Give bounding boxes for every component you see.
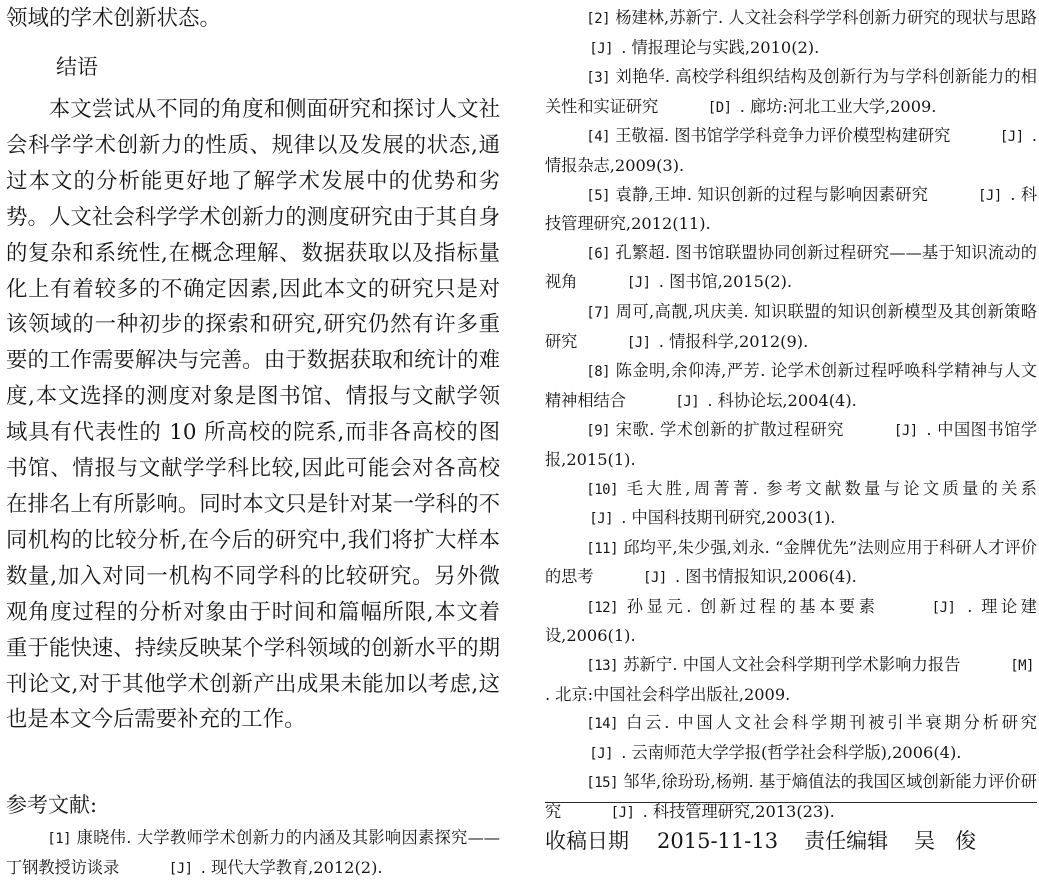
reference-source: . 情报杂志,2009(3).	[545, 126, 1037, 175]
reference-number: [12]	[586, 599, 619, 616]
reference-citation: 孔繁超. 图书馆联盟协同创新过程研究——基于知识流动的视角	[545, 242, 1037, 292]
reference-entry	[545, 63, 1037, 122]
conclusion-heading: 结语	[56, 55, 98, 79]
reference-citation: 邱均平,朱少强,刘永. “金牌优先”法则应用于科研人才评价的思考	[545, 537, 1037, 587]
conclusion-paragraph: 本文尝试从不同的角度和侧面研究和探讨人文社会科学学术创新力的性质、规律以及发展的状态,通过本文的分析能更好地了解学术发展中的优势和劣势。人文社会科学学术创新力的测度研究由于其自身的复杂和系统性,在概念理解、数据获取以及指标量化上有着较多的不确定因素,因此本文的研究只是对该领域的一种初步的探索和研究,研究仍然有许多重要的工作需要解决与完善。由于数据获取和统计的难度,本文选择的测度对象是图书馆、情报与文献学领域具有代表性的 10 所高校的院系,而非各高校的图书馆、情报与文献学学科比较,因此可能会对各高校在排名上有所影响。同时本文只是针对某一学科的不同机构的比较分析,在今后的研究中,我们将扩大样本数量,加入对同一机构不同学科的比较研究。另外微观角度过程的分析对象由于时间和篇幅所限,本文着重于能快速、持续反映某个学科领域的创新水平的期刊论文,对于其他学术创新产出成果未能加以考虑,这也是本文今后需要补充的工作。	[6, 97, 500, 733]
reference-type-code: [J]	[977, 187, 1002, 204]
reference-source: . 图书情报知识,2006(4).	[674, 567, 857, 587]
reference-type-code: [J]	[589, 745, 614, 762]
editor-given-name: 俊	[955, 829, 977, 853]
reference-entry	[545, 298, 1037, 357]
reference-citation: 刘艳华. 高校学科组织结构及创新行为与学科创新能力的相关性和实证研究	[545, 67, 1037, 116]
reference-type-code: [M]	[1010, 658, 1034, 675]
reference-citation: 孙显元. 创新过程的基本要素	[626, 596, 879, 616]
reference-entry	[545, 593, 1037, 651]
reference-number: [10]	[586, 481, 619, 498]
reference-source: . 中国科技期刊研究,2003(1).	[621, 508, 836, 528]
reference-number: [5]	[586, 187, 611, 204]
reference-source: . 科协论坛,2004(4).	[707, 390, 857, 410]
reference-type-code: [J]	[589, 511, 614, 528]
reference-entry	[545, 181, 1037, 239]
reference-number: [4]	[586, 129, 611, 146]
reference-type-code: [J]	[168, 860, 193, 877]
reference-citation: 杨建林,苏新宁. 人文社会科学学科创新力研究的现状与思路	[615, 8, 1037, 27]
reference-citation: 苏新宁. 中国人文社会科学期刊学术影响力报告	[623, 655, 961, 675]
reference-entry	[545, 768, 1037, 827]
reference-source: . 廊坊:河北工业大学,2009.	[739, 96, 937, 116]
reference-source: . 科技管理研究,2012(11).	[545, 184, 1038, 234]
reference-entry	[6, 824, 500, 883]
reference-entry	[545, 122, 1037, 180]
reference-source: . 情报科学,2012(9).	[658, 331, 809, 351]
reference-citation: 毛大胜,周菁菁. 参考文献数量与论文质量的关系	[626, 478, 1037, 498]
reference-entry	[545, 534, 1037, 593]
reference-citation: 宋歌. 学术创新的扩散过程研究	[615, 420, 844, 440]
reference-type-code: [J]	[626, 334, 651, 351]
reference-citation: 康晓伟. 大学教师学术创新力的内涵及其影响因素探究——丁钢教授访谈录	[6, 828, 500, 877]
reference-entry	[545, 416, 1037, 474]
reference-number: [11]	[586, 540, 619, 557]
editor-surname: 吴	[914, 829, 936, 853]
reference-type-code: [J]	[610, 805, 635, 822]
reference-source: . 云南师范大学学报(哲学社会科学版),2006(4).	[621, 742, 962, 762]
reference-list-left	[6, 824, 500, 883]
reference-citation: 陈金明,余仰涛,严芳. 论学术创新过程呼唤科学精神与人文精神相结合	[545, 361, 1037, 410]
reference-citation: 王敬福. 图书馆学学科竞争力评价模型构建研究	[615, 126, 951, 146]
reference-number: [3]	[586, 70, 611, 87]
body-text-continuation: 领域的学术创新状态。	[6, 6, 222, 31]
reference-number: [6]	[586, 245, 611, 262]
reference-source: . 中国图书馆学报,2015(1).	[545, 420, 1038, 469]
references-heading: 参考文献:	[6, 793, 98, 817]
footer-divider	[545, 802, 1037, 803]
reference-list-right	[545, 4, 1037, 828]
reference-citation: 白云. 中国人文社会科学期刊被引半衰期分析研究	[626, 713, 1037, 733]
reference-type-code: [J]	[675, 393, 700, 410]
received-date: 2015-11-13	[657, 829, 779, 853]
reference-source: . 图书馆,2015(2).	[658, 272, 793, 292]
reference-source: . 现代大学教育,2012(2).	[200, 857, 383, 877]
reference-number: [13]	[586, 658, 619, 675]
reference-type-code: [D]	[707, 99, 732, 116]
reference-citation: 周可,高靓,巩庆美. 知识联盟的知识创新模型及其创新策略研究	[545, 301, 1037, 351]
reference-number: [15]	[586, 775, 619, 792]
reference-number: [7]	[586, 304, 611, 321]
reference-number: [14]	[586, 716, 619, 733]
reference-type-code: [J]	[643, 570, 667, 587]
reference-type-code: [J]	[931, 599, 956, 616]
reference-citation: 袁静,王坤. 知识创新的过程与影响因素研究	[615, 184, 929, 204]
received-editor-line	[545, 826, 976, 856]
received-date-label: 收稿日期	[545, 829, 629, 853]
reference-citation: 邹华,徐玢玢,杨朔. 基于熵值法的我国区域创新能力评价研究	[545, 772, 1037, 822]
reference-number: [8]	[586, 364, 611, 381]
reference-type-code: [J]	[999, 129, 1024, 146]
reference-source: . 科技管理研究,2013(23).	[642, 802, 835, 822]
reference-entry	[545, 651, 1037, 709]
reference-source: . 情报理论与实践,2010(2).	[621, 37, 820, 57]
reference-entry	[545, 709, 1037, 768]
reference-source: . 理论建设,2006(1).	[545, 596, 1037, 646]
editor-label: 责任编辑	[804, 829, 889, 853]
reference-entry	[545, 239, 1037, 298]
reference-entry	[545, 475, 1037, 534]
reference-type-code: [J]	[589, 40, 614, 57]
reference-number: [2]	[586, 11, 611, 27]
reference-entry	[545, 4, 1037, 63]
reference-number: [9]	[586, 423, 611, 440]
reference-number: [1]	[47, 831, 72, 847]
reference-type-code: [J]	[893, 423, 918, 440]
reference-type-code: [J]	[626, 275, 651, 292]
reference-source: . 北京:中国社会科学出版社,2009.	[545, 684, 791, 704]
reference-entry	[545, 357, 1037, 416]
